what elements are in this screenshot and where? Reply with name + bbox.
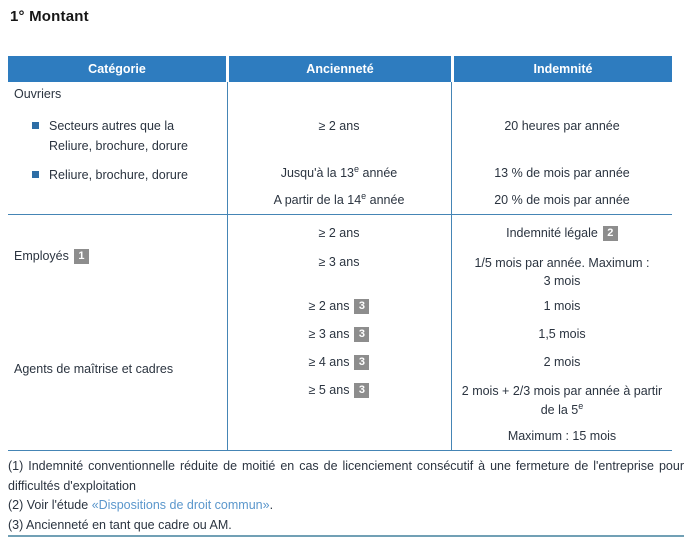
- anciennete-ouvriers-2: Jusqu'à la 13e année: [280, 163, 398, 180]
- anciennete-employes-2: ≥ 3 ans: [318, 255, 360, 269]
- anciennete-ouvriers-3: A partir de la 14e année: [273, 190, 405, 207]
- bullet-text-line2: Reliure, brochure, dorure: [49, 139, 188, 153]
- anciennete-ouvriers-1: ≥ 2 ans: [318, 119, 360, 133]
- indemnite-agents-2: 1,5 mois: [538, 327, 586, 341]
- category-ouvriers: Ouvriers: [14, 87, 62, 101]
- footnote-1: (1) Indemnité conventionnelle réduite de moitié en cas de licenciement consécutif à une fermeture de l'entreprise pour difficultés d'exploitation: [8, 459, 684, 493]
- indemnite-employes-2: 1/5 mois par année. Maximum : 3 mois: [474, 256, 650, 288]
- indemnite-ouvriers-1: 20 heures par année: [504, 119, 620, 133]
- square-bullet-icon: [32, 122, 39, 129]
- footnote-badge-3: 3: [354, 383, 369, 398]
- page-bottom-divider: [8, 535, 684, 537]
- indemnite-ouvriers-2: 13 % de mois par année: [494, 166, 630, 180]
- footnote-badge-2: 2: [603, 226, 618, 241]
- indemnite-agents-max: Maximum : 15 mois: [507, 429, 617, 443]
- table-body: [8, 82, 672, 451]
- footnote-badge-3: 3: [354, 299, 369, 314]
- footnote-2: (2) Voir l'étude «Dispositions de droit commun».: [8, 498, 274, 512]
- anciennete-agents-2: ≥ 3 ans 3: [228, 326, 450, 342]
- anciennete-employes-1: ≥ 2 ans: [318, 226, 360, 240]
- indemnite-agents-4: 2 mois + 2/3 mois par année à partir de la 5e: [461, 384, 663, 417]
- category-agents: Agents de maîtrise et cadres: [14, 362, 174, 376]
- category-employes: Employés 1: [14, 248, 89, 264]
- column-header-indemnite: Indemnité: [454, 56, 672, 82]
- section-divider: [8, 214, 672, 215]
- bullet-text: Reliure, brochure, dorure: [49, 168, 188, 182]
- indemnite-ouvriers-3: 20 % de mois par année: [494, 193, 630, 207]
- indemnite-agents-1: 1 mois: [543, 299, 581, 313]
- anciennete-agents-1: ≥ 2 ans 3: [228, 298, 450, 314]
- footnote-badge-1: 1: [74, 249, 89, 264]
- indemnite-agents-3: 2 mois: [543, 355, 581, 369]
- anciennete-agents-3: ≥ 4 ans 3: [228, 354, 450, 370]
- bullet-item-reliure: [32, 165, 228, 185]
- bullet-text-line1: Secteurs autres que la: [49, 119, 175, 133]
- footnote-badge-3: 3: [354, 355, 369, 370]
- bullet-item-secteurs-autres: [32, 116, 228, 156]
- anciennete-agents-4: ≥ 5 ans 3: [228, 382, 450, 398]
- indemnite-employes-1: Indemnité légale 2: [452, 225, 672, 241]
- column-header-categorie: Catégorie: [8, 56, 226, 82]
- square-bullet-icon: [32, 171, 39, 178]
- footnotes: [8, 457, 684, 535]
- column-header-anciennete: Ancienneté: [229, 56, 451, 82]
- footnote-3: (3) Ancienneté en tant que cadre ou AM.: [8, 517, 232, 532]
- table-header-row: [8, 56, 672, 82]
- page-title: 1° Montant: [10, 8, 89, 25]
- footnote-badge-3: 3: [354, 327, 369, 342]
- dispositions-droit-commun-link[interactable]: «Dispositions de droit commun»: [91, 498, 270, 512]
